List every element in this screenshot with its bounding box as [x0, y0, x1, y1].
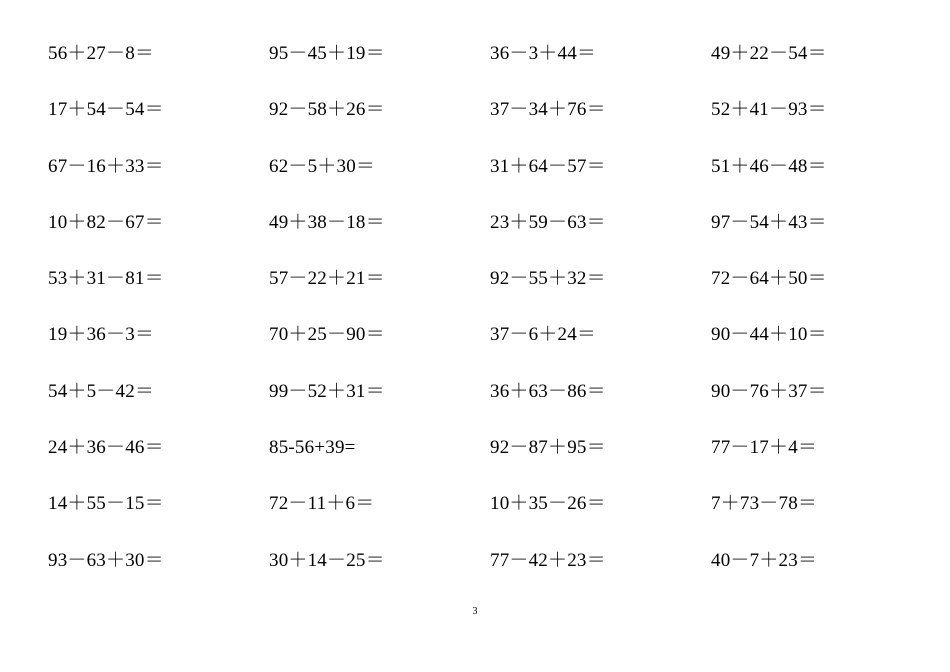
problem: 19＋36－3＝ [48, 324, 155, 346]
problem: 24＋36－46＝ [48, 437, 164, 459]
problem: 10＋35－26＝ [490, 493, 606, 515]
problem: 37－6＋24＝ [490, 324, 597, 346]
problem: 62－5＋30＝ [269, 155, 376, 177]
problem: 77－42＋23＝ [490, 549, 606, 571]
problem: 77－17＋4＝ [711, 437, 818, 459]
problem: 49＋38－18＝ [269, 211, 385, 233]
problem: 17＋54－54＝ [48, 99, 164, 121]
problem: 31＋64－57＝ [490, 155, 606, 177]
problem: 30＋14－25＝ [269, 549, 385, 571]
problem: 7＋73－78＝ [711, 493, 818, 515]
problem: 92－87＋95＝ [490, 437, 606, 459]
problem-grid [48, 40, 908, 603]
problem: 36＋63－86＝ [490, 380, 606, 402]
page-number: 3 [472, 606, 478, 617]
problem: 72－11＋6＝ [269, 493, 375, 515]
problem: 92－58＋26＝ [269, 99, 385, 121]
problem: 49＋22－54＝ [711, 43, 827, 64]
problem: 92－55＋32＝ [490, 268, 606, 290]
problem: 95－45＋19＝ [269, 43, 385, 64]
problem: 93－63＋30＝ [48, 549, 164, 571]
problem: 54＋5－42＝ [48, 380, 155, 402]
problem: 67－16＋33＝ [48, 155, 164, 177]
problem: 40－7＋23＝ [711, 549, 818, 571]
problem: 10＋82－67＝ [48, 211, 164, 233]
problem: 37－34＋76＝ [490, 99, 606, 121]
problem: 57－22＋21＝ [269, 268, 385, 290]
problem: 90－76＋37＝ [711, 380, 827, 402]
problem: 52＋41－93＝ [711, 99, 827, 121]
problem: 23＋59－63＝ [490, 211, 606, 233]
problem: 85-56+39= [269, 437, 356, 459]
problem: 90－44＋10＝ [711, 324, 827, 346]
problem: 72－64＋50＝ [711, 268, 827, 290]
problem: 97－54＋43＝ [711, 211, 827, 233]
problem: 70＋25－90＝ [269, 324, 385, 346]
problem: 99－52＋31＝ [269, 380, 385, 402]
problem: 14＋55－15＝ [48, 493, 164, 515]
problem: 56＋27－8＝ [48, 43, 155, 64]
problem: 36－3＋44＝ [490, 43, 597, 64]
problem: 51＋46－48＝ [711, 155, 827, 177]
problem: 53＋31－81＝ [48, 268, 164, 290]
